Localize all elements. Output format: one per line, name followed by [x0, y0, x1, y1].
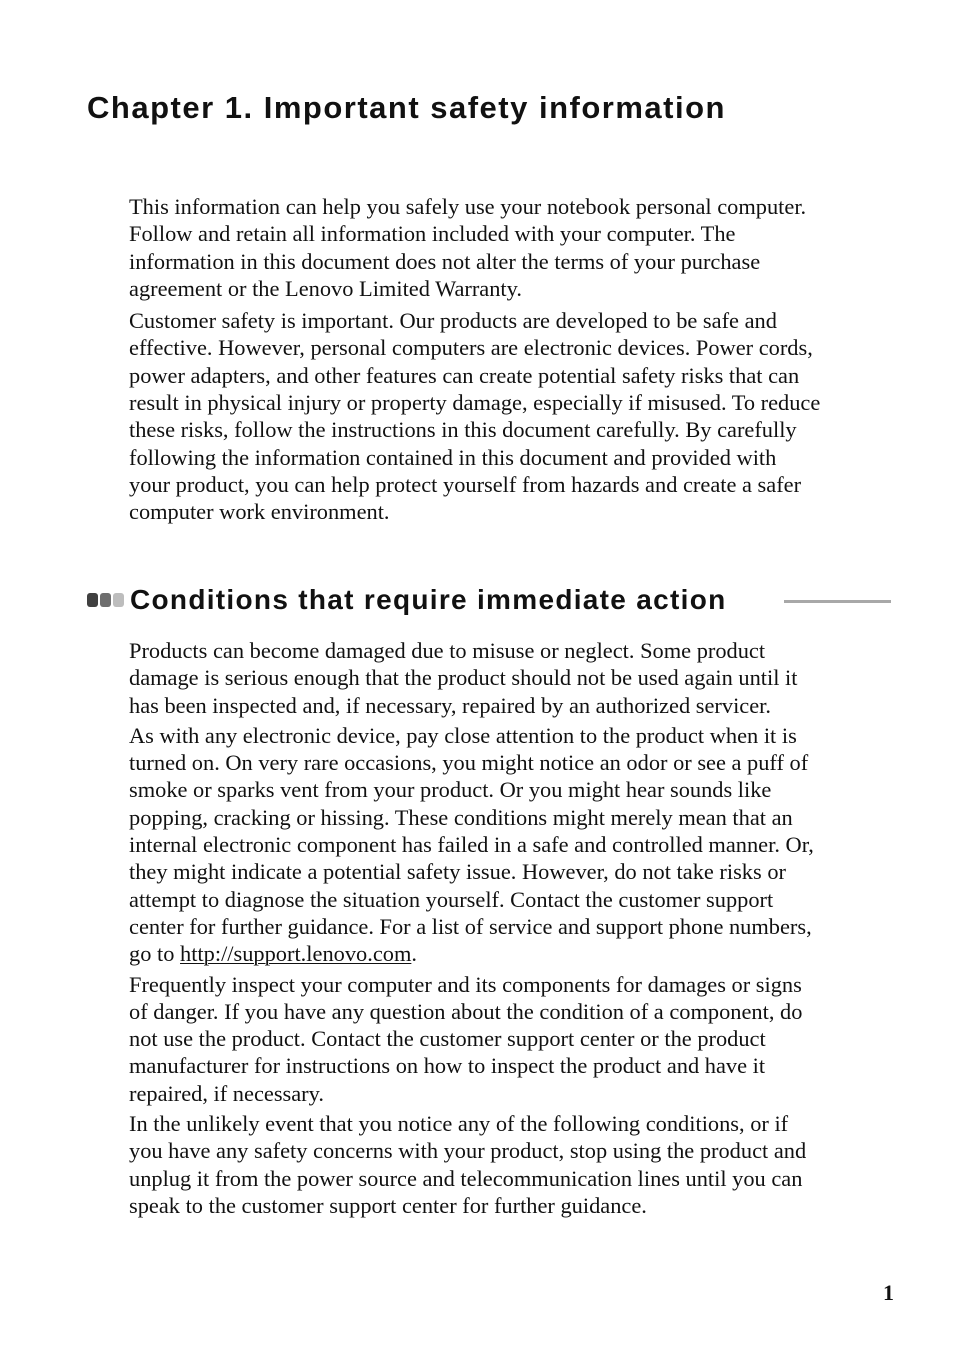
text-fragment: go to	[129, 941, 181, 967]
page-number: 1	[883, 1280, 894, 1305]
section-paragraph	[129, 1110, 814, 1219]
text-line: As with any electronic device, pay close attention to the product when it is	[129, 722, 797, 748]
text-line: they might indicate a potential safety issue. However, do not take risks or	[129, 859, 786, 885]
text-line: of danger. If you have any question about the condition of a component, do	[129, 998, 803, 1024]
intro-paragraph	[129, 307, 820, 525]
text-line: In the unlikely event that you notice any of the following conditions, or if	[129, 1111, 789, 1137]
text-line: unplug it from the power source and telecommunication lines until you can	[129, 1165, 803, 1191]
support-link[interactable]: http://support.lenovo.com	[180, 941, 412, 967]
text-fragment: .	[411, 941, 417, 967]
section-title: Conditions that require immediate action	[130, 584, 727, 615]
intro-paragraph	[129, 193, 820, 302]
text-line: Frequently inspect your computer and its components for damages or signs	[129, 971, 802, 997]
text-line: agreement or the Lenovo Limited Warranty.	[129, 275, 522, 301]
text-line: following the information contained in this document and provided with	[129, 444, 777, 470]
text-line: effective. However, personal computers are electronic devices. Power cords,	[129, 335, 813, 361]
text-line: internal electronic component has failed in a safe and controlled manner. Or,	[129, 832, 814, 858]
text-line: repaired, if necessary.	[129, 1080, 324, 1106]
text-line: not use the product. Contact the customer support center or the product	[129, 1026, 766, 1052]
text-line: speak to the customer support center for further guidance.	[129, 1192, 647, 1218]
text-line: you have any safety concerns with your product, stop using the product and	[129, 1138, 807, 1164]
heading-bullet-icon	[113, 593, 124, 607]
heading-rule	[784, 600, 891, 603]
text-line: result in physical injury or property damage, especially if misused. To reduce	[129, 390, 821, 416]
text-line: has been inspected and, if necessary, repaired by an authorized servicer.	[129, 692, 771, 718]
text-line: popping, cracking or hissing. These conditions might merely mean that an	[129, 804, 793, 830]
text-line: damage is serious enough that the product should not be used again until it	[129, 665, 798, 691]
text-line: Products can become damaged due to misuse or neglect. Some product	[129, 638, 766, 663]
text-line: This information can help you safely use your notebook personal computer.	[129, 194, 807, 219]
text-line: smoke or sparks vent from your product. Or you might hear sounds like	[129, 777, 772, 803]
text-line: computer work environment.	[129, 499, 390, 525]
heading-bullet-icon	[87, 593, 98, 607]
text-line: Customer safety is important. Our products are developed to be safe and	[129, 308, 777, 334]
intro-text	[129, 193, 820, 526]
text-line: manufacturer for instructions on how to inspect the product and have it	[129, 1053, 766, 1079]
text-line: turned on. On very rare occasions, you might notice an odor or see a puff of	[129, 750, 809, 776]
text-line: information in this document does not alter the terms of your purchase	[129, 248, 761, 274]
section-body	[129, 637, 814, 1219]
section-heading	[87, 581, 892, 621]
heading-bullet-icon	[100, 593, 111, 607]
section-paragraph	[129, 637, 814, 719]
section-paragraph	[129, 971, 814, 1107]
chapter-title: Chapter 1. Important safety information	[87, 90, 726, 125]
text-line: these risks, follow the instructions in this document carefully. By carefully	[129, 417, 797, 443]
text-line	[129, 940, 814, 967]
text-line: attempt to diagnose the situation yourself. Contact the customer support	[129, 886, 774, 912]
section-paragraph	[129, 722, 814, 968]
text-line: power adapters, and other features can create potential safety risks that can	[129, 362, 800, 388]
text-line: Follow and retain all information included with your computer. The	[129, 221, 736, 247]
text-line: your product, you can help protect yourself from hazards and create a safer	[129, 471, 802, 497]
text-line: center for further guidance. For a list of service and support phone numbers,	[129, 913, 812, 939]
